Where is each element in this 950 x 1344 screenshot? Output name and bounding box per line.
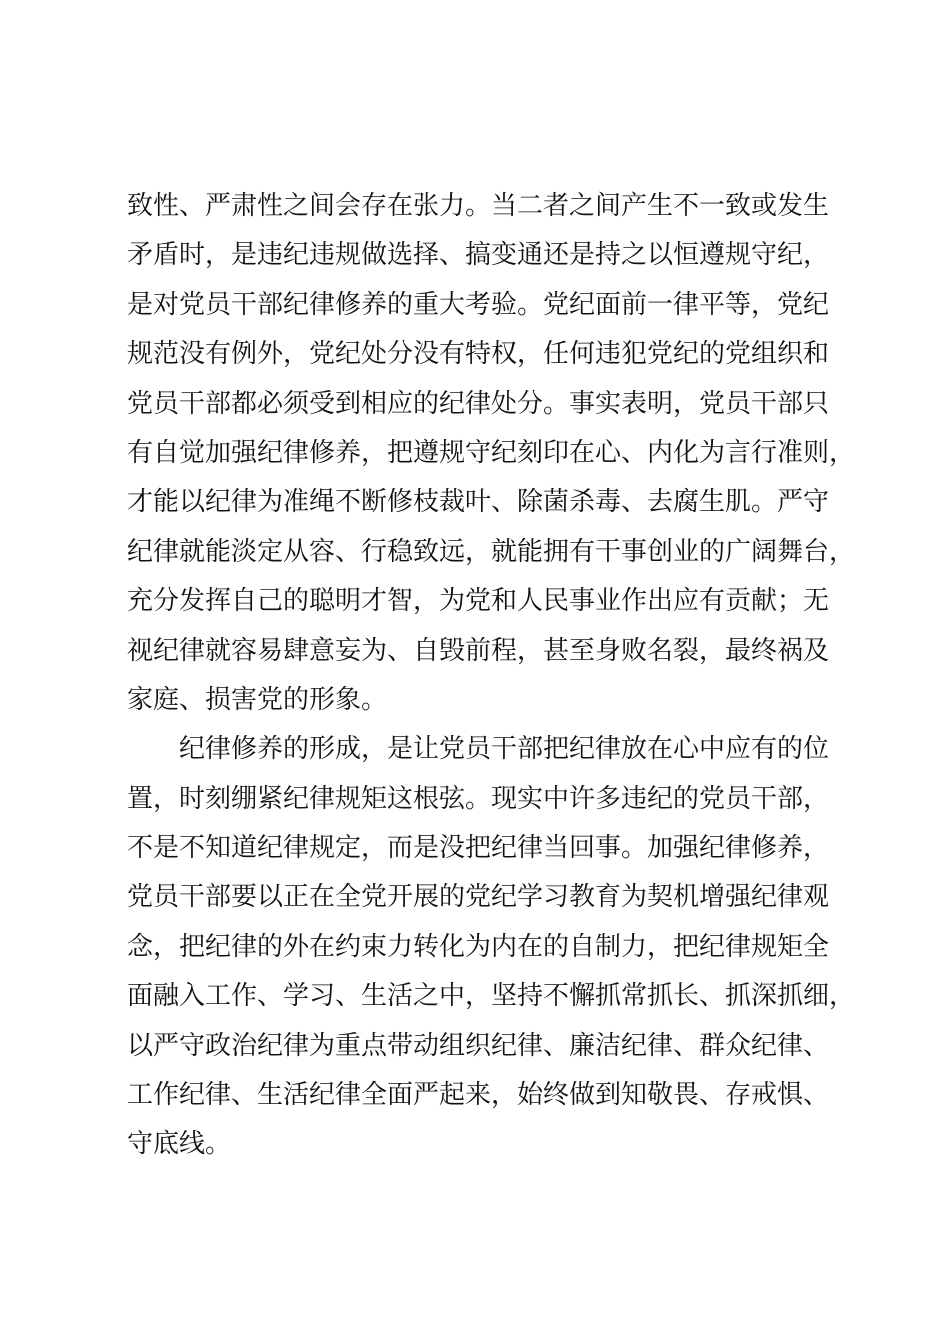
text-line: 致性、严肃性之间会存在张力。当二者之间产生不一致或发生 (127, 191, 830, 221)
text-line: 纪律就能淡定从容、行稳致远，就能拥有干事创业的广阔舞台， (127, 536, 856, 567)
text-line: 置，时刻绷紧纪律规矩这根弦。现实中许多违纪的党员干部， (127, 783, 830, 814)
text-line: 充分发挥自己的聪明才智，为党和人民事业作出应有贡献；无 (127, 586, 830, 617)
text-line: 视纪律就容易肆意妄为、自毁前程，甚至身败名裂，最终祸及 (127, 635, 830, 666)
text-line: 纪律修养的形成，是让党员干部把纪律放在心中应有的位 (179, 734, 830, 765)
paragraph-2 (127, 725, 857, 1170)
text-line: 是对党员干部纪律修养的重大考验。党纪面前一律平等，党纪 (127, 289, 830, 320)
text-line: 有自觉加强纪律修养，把遵规守纪刻印在心、内化为言行准则， (127, 437, 856, 468)
text-line: 矛盾时，是违纪违规做选择、搞变通还是持之以恒遵规守纪， (127, 240, 830, 271)
text-line: 规范没有例外，党纪处分没有特权，任何违犯党纪的党组织和 (127, 339, 830, 370)
text-line: 党员干部要以正在全党开展的党纪学习教育为契机增强纪律观 (127, 882, 830, 913)
paragraph-1 (127, 182, 857, 725)
text-line: 守底线。 (127, 1129, 232, 1160)
document-body (127, 182, 857, 1170)
text-line: 以严守政治纪律为重点带动组织纪律、廉洁纪律、群众纪律、 (127, 1030, 830, 1061)
text-line: 家庭、损害党的形象。 (127, 684, 388, 715)
text-line: 才能以纪律为准绳不断修枝裁叶、除菌杀毒、去腐生肌。严守 (127, 487, 830, 518)
text-line: 党员干部都必须受到相应的纪律处分。事实表明，党员干部只 (127, 388, 830, 419)
text-line: 面融入工作、学习、生活之中，坚持不懈抓常抓长、抓深抓细， (127, 981, 856, 1012)
text-line: 念，把纪律的外在约束力转化为内在的自制力，把纪律规矩全 (127, 931, 830, 962)
text-line: 不是不知道纪律规定，而是没把纪律当回事。加强纪律修养， (127, 833, 830, 864)
text-line: 工作纪律、生活纪律全面严起来，始终做到知敬畏、存戒惧、 (127, 1080, 830, 1111)
